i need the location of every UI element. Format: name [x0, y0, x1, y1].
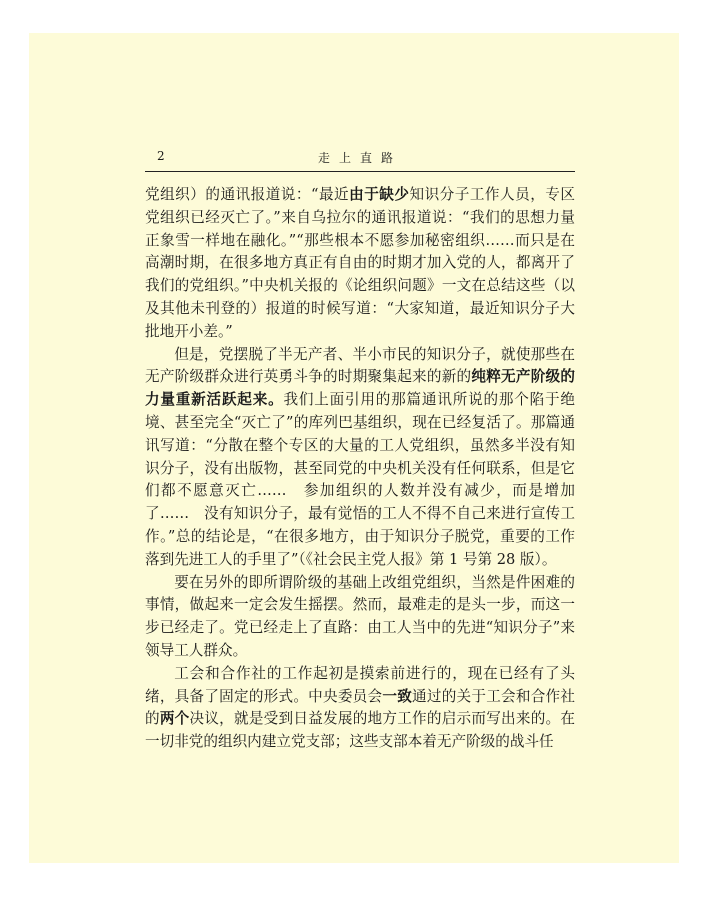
running-title: 走上直路 — [317, 151, 402, 165]
text-segment: 党组织）的通讯报道说：“最近 — [145, 186, 350, 203]
text-segment: 工会和合作社的工作起初是摸索前进行的，现在已经有了头绪，具备了固定的形式。中央委员会 — [145, 664, 575, 705]
text-segment: 通过的关于工会和合作社的 — [145, 687, 575, 728]
text-segment: 要在另外的即所谓阶级的基础上改组党组织，当然是件困难的事情，做起来一定会发生摇摆。然而，最难走的是头一步，而这一步已经走了。党已经走上了直路：由工人当中的先进“知识分子”来领导工人群众。 — [145, 573, 575, 659]
emphasis-text: 一致 — [382, 687, 413, 705]
text-segment: 但是，党摆脱了半无产者、半小市民的知识分子，就使那些在无产阶级群众进行英勇斗争的时期聚集起来的新的 — [145, 345, 575, 386]
text-segment: 决议，就是受到日益发展的地方工作的启示而写出来的。在一切非党的组织内建立党支部；这些支部本着无产阶级的战斗任 — [145, 710, 575, 751]
emphasis-text: 两个 — [159, 710, 190, 728]
emphasis-text: 纯粹无产阶级的力量重新活跃起来。 — [145, 368, 575, 409]
emphasis-text: 由于缺少 — [349, 186, 410, 203]
body-text — [145, 184, 575, 754]
paragraph — [145, 572, 575, 663]
text-segment: 我们上面引用的那篇通讯所说的那个陷于绝境、甚至完全“灭亡了”的库列巴基组织，现在已经复活了。那篇通讯写道：“分散在整个专区的大量的工人党组织，虽然多半没有知识分子，没有出版物，甚至同党的中央机关没有任何联系，但是它们都不愿意灭亡…… 参加组织的人数并没有减少，而是增加了…… 没有知识分子，最有觉悟的工人不得不自己来进行宣传工作。”总的结论是，“在很多地方，由于知识分子脱党，重要的工作落到先进工人的手里了”（《社会民主党人报》第 1 号第 28 版）。 — [145, 391, 575, 568]
page-header — [145, 149, 575, 172]
page-number: 2 — [157, 149, 165, 163]
paragraph — [145, 344, 575, 572]
paragraph — [145, 184, 575, 344]
text-segment: 知识分子工作人员，专区党组织已经灭亡了。”来自乌拉尔的通讯报道说：“我们的思想力量正象雪一样地在融化。”“那些根本不愿参加秘密组织……而只是在高潮时期，在很多地方真正有自由的时期才加入党的人，都离开了我们的党组织。”中央机关报的《论组织问题》一文在总结这些（以及其他未刊登的）报道的时候写道：“大家知道，最近知识分子大批地开小差。” — [145, 186, 575, 340]
paragraph — [145, 663, 575, 754]
